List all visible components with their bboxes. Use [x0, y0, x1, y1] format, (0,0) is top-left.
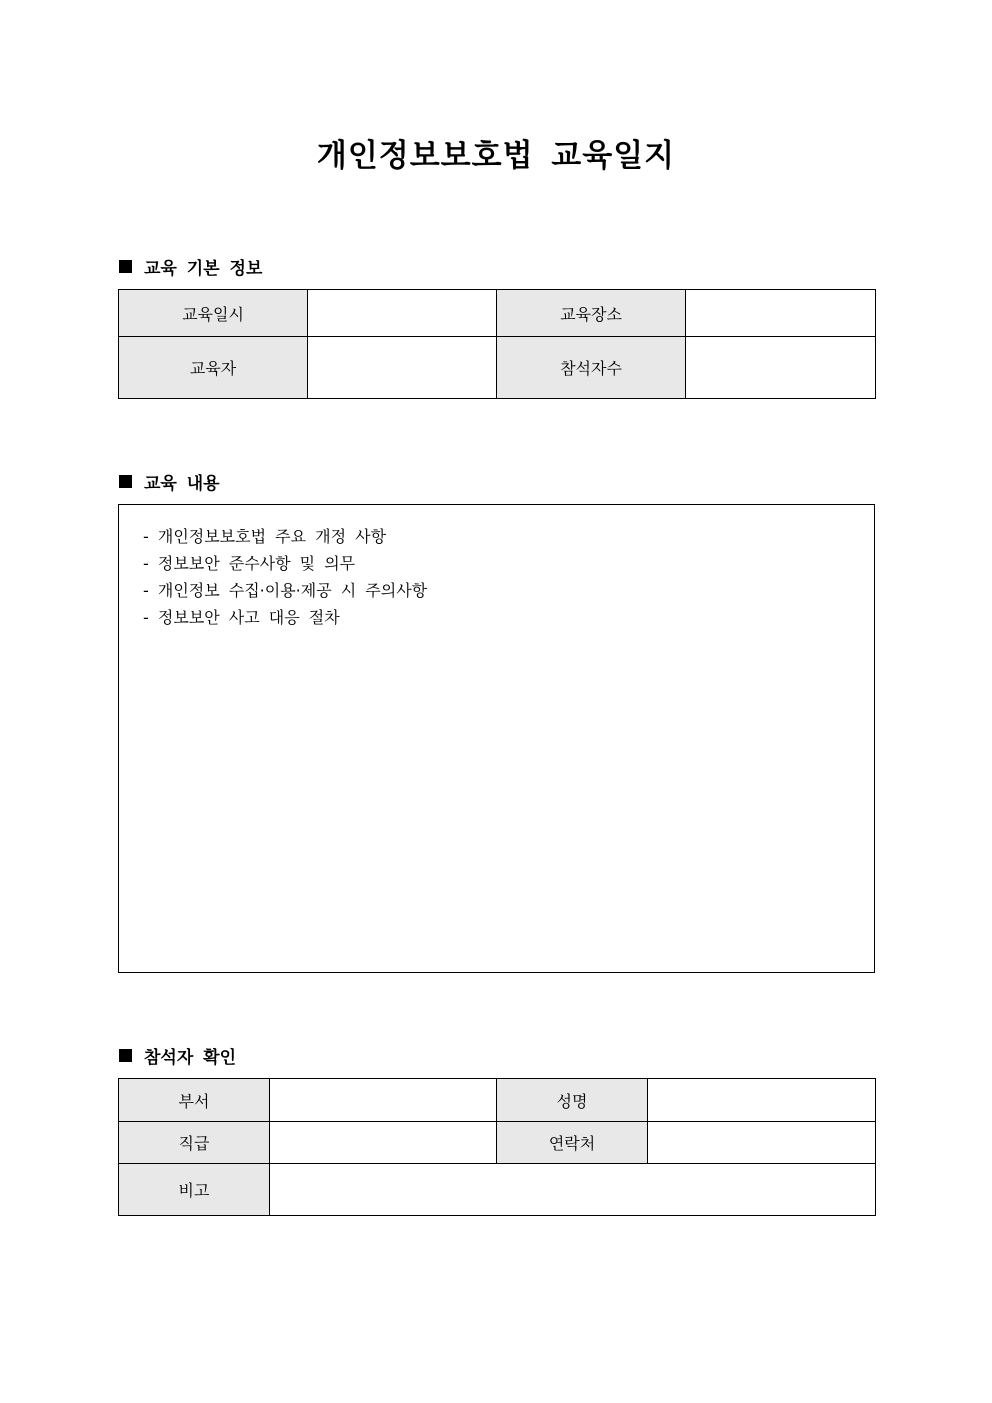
- basic-info-table: [118, 289, 876, 399]
- attendee-table: [118, 1078, 876, 1216]
- input-cell-name[interactable]: [648, 1079, 876, 1122]
- education-content-box[interactable]: [118, 504, 875, 973]
- input-cell-remarks[interactable]: [270, 1164, 876, 1216]
- label-cell-attendee-count: 참석자수: [497, 337, 686, 399]
- list-item: - 정보보안 준수사항 및 의무: [143, 554, 356, 573]
- input-cell-education-datetime[interactable]: [308, 290, 497, 337]
- label-cell-educator: 교육자: [119, 337, 308, 399]
- table-row: [119, 290, 876, 337]
- section-heading-text: 교육 기본 정보: [144, 259, 263, 279]
- table-row: [119, 1122, 876, 1164]
- section-heading-text: 참석자 확인: [144, 1048, 237, 1068]
- label-cell-name: 성명: [497, 1079, 648, 1122]
- label-cell-education-datetime: 교육일시: [119, 290, 308, 337]
- content-list: [119, 505, 874, 631]
- document-title: 개인정보보호법 교육일지: [316, 138, 676, 174]
- list-item: - 개인정보보호법 주요 개정 사항: [143, 527, 387, 546]
- input-cell-education-place[interactable]: [686, 290, 876, 337]
- input-cell-educator[interactable]: [308, 337, 497, 399]
- label-cell-contact: 연락처: [497, 1122, 648, 1164]
- label-cell-department: 부서: [119, 1079, 270, 1122]
- section-heading-content: [119, 469, 220, 494]
- label-cell-position: 직급: [119, 1122, 270, 1164]
- input-cell-contact[interactable]: [648, 1122, 876, 1164]
- table-row: [119, 1079, 876, 1122]
- table-row: [119, 1164, 876, 1216]
- section-heading-text: 교육 내용: [144, 474, 220, 494]
- list-item: - 정보보안 사고 대응 절차: [143, 608, 340, 627]
- label-cell-remarks: 비고: [119, 1164, 270, 1216]
- label-cell-education-place: 교육장소: [497, 290, 686, 337]
- input-cell-attendee-count[interactable]: [686, 337, 876, 399]
- list-item: - 개인정보 수집·이용·제공 시 주의사항: [143, 581, 428, 600]
- table-row: [119, 337, 876, 399]
- input-cell-position[interactable]: [270, 1122, 497, 1164]
- square-bullet-icon: [119, 260, 132, 273]
- section-heading-basic-info: [119, 254, 262, 279]
- square-bullet-icon: [119, 1049, 132, 1062]
- square-bullet-icon: [119, 475, 132, 488]
- section-heading-attendee: [119, 1043, 236, 1068]
- input-cell-department[interactable]: [270, 1079, 497, 1122]
